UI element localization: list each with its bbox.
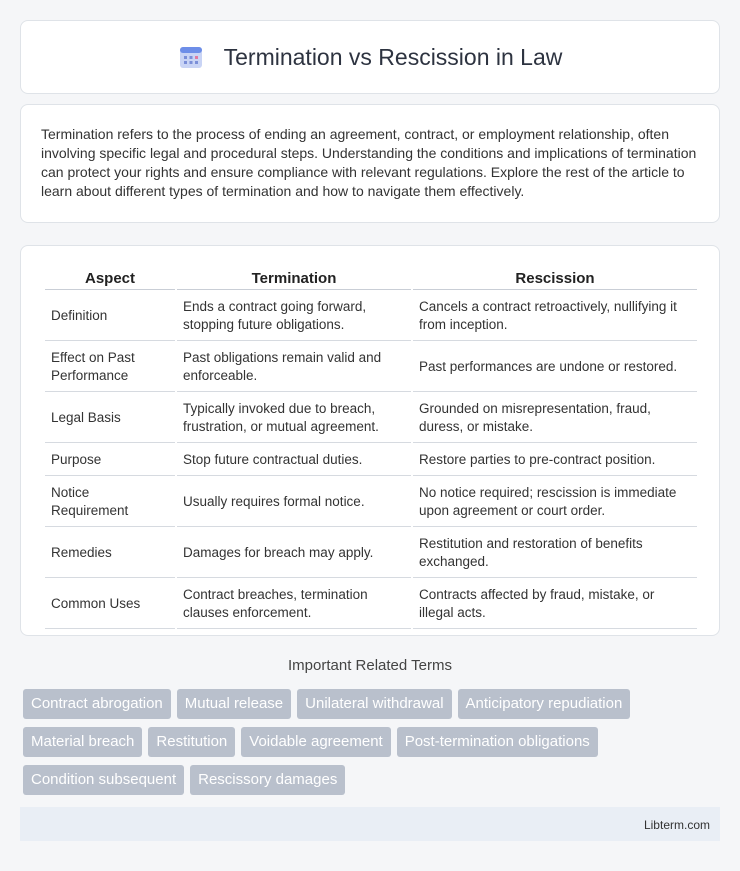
footer-site-link[interactable]: Libterm.com: [643, 818, 710, 832]
related-term-tag[interactable]: Anticipatory repudiation: [458, 689, 631, 719]
intro-text: Termination refers to the process of ending an agreement, contract, or employment relationship, often involving specific legal and procedural steps. Understanding the conditions and implications of termination can protect your rights and ensure compliance with relevant regulations. Explore the rest of the article to learn about different types of termination and how to navigate them effectively.: [41, 126, 697, 199]
related-terms-title: Important Related Terms: [288, 657, 452, 674]
related-terms-list: [23, 689, 713, 795]
table-row: [45, 529, 697, 578]
column-header: Termination: [177, 268, 411, 290]
calendar-icon: [178, 44, 204, 70]
footer: [20, 807, 720, 841]
table-cell: Restitution and restoration of benefits exchanged.: [413, 529, 697, 578]
table-cell: Definition: [45, 292, 175, 341]
table-cell: Common Uses: [45, 580, 175, 629]
related-term-tag[interactable]: Unilateral withdrawal: [297, 689, 451, 719]
table-cell: Notice Requirement: [45, 478, 175, 527]
related-term-tag[interactable]: Voidable agreement: [241, 727, 390, 757]
related-term-tag[interactable]: Mutual release: [177, 689, 291, 719]
intro-section: [20, 104, 720, 223]
table-cell: Cancels a contract retroactively, nullifying it from inception.: [413, 292, 697, 341]
table-cell: Purpose: [45, 445, 175, 476]
table-cell: Contracts affected by fraud, mistake, or illegal acts.: [413, 580, 697, 629]
table-row: [45, 292, 697, 341]
table-cell: Past obligations remain valid and enforceable.: [177, 343, 411, 392]
comparison-table: [43, 266, 699, 631]
table-cell: Typically invoked due to breach, frustration, or mutual agreement.: [177, 394, 411, 443]
table-row: [45, 580, 697, 629]
page-header: [20, 20, 720, 94]
table-cell: Ends a contract going forward, stopping future obligations.: [177, 292, 411, 341]
table-cell: No notice required; rescission is immediate upon agreement or court order.: [413, 478, 697, 527]
related-term-tag[interactable]: Rescissory damages: [190, 765, 345, 795]
table-row: [45, 394, 697, 443]
related-term-tag[interactable]: Post-termination obligations: [397, 727, 598, 757]
table-cell: Legal Basis: [45, 394, 175, 443]
table-cell: Past performances are undone or restored.: [413, 343, 697, 392]
table-cell: Restore parties to pre-contract position.: [413, 445, 697, 476]
table-cell: Effect on Past Performance: [45, 343, 175, 392]
table-row: [45, 478, 697, 527]
related-term-tag[interactable]: Restitution: [148, 727, 235, 757]
comparison-table-card: [20, 245, 720, 636]
column-header: Rescission: [413, 268, 697, 290]
table-header-row: [45, 268, 697, 290]
table-row: [45, 343, 697, 392]
table-cell: Grounded on misrepresentation, fraud, duress, or mistake.: [413, 394, 697, 443]
table-row: [45, 445, 697, 476]
table-cell: Contract breaches, termination clauses enforcement.: [177, 580, 411, 629]
related-term-tag[interactable]: Contract abrogation: [23, 689, 171, 719]
table-cell: Usually requires formal notice.: [177, 478, 411, 527]
table-cell: Remedies: [45, 529, 175, 578]
related-term-tag[interactable]: Material breach: [23, 727, 142, 757]
related-term-tag[interactable]: Condition subsequent: [23, 765, 184, 795]
table-cell: Damages for breach may apply.: [177, 529, 411, 578]
table-cell: Stop future contractual duties.: [177, 445, 411, 476]
column-header: Aspect: [45, 268, 175, 290]
page-title: Termination vs Rescission in Law: [223, 43, 563, 70]
